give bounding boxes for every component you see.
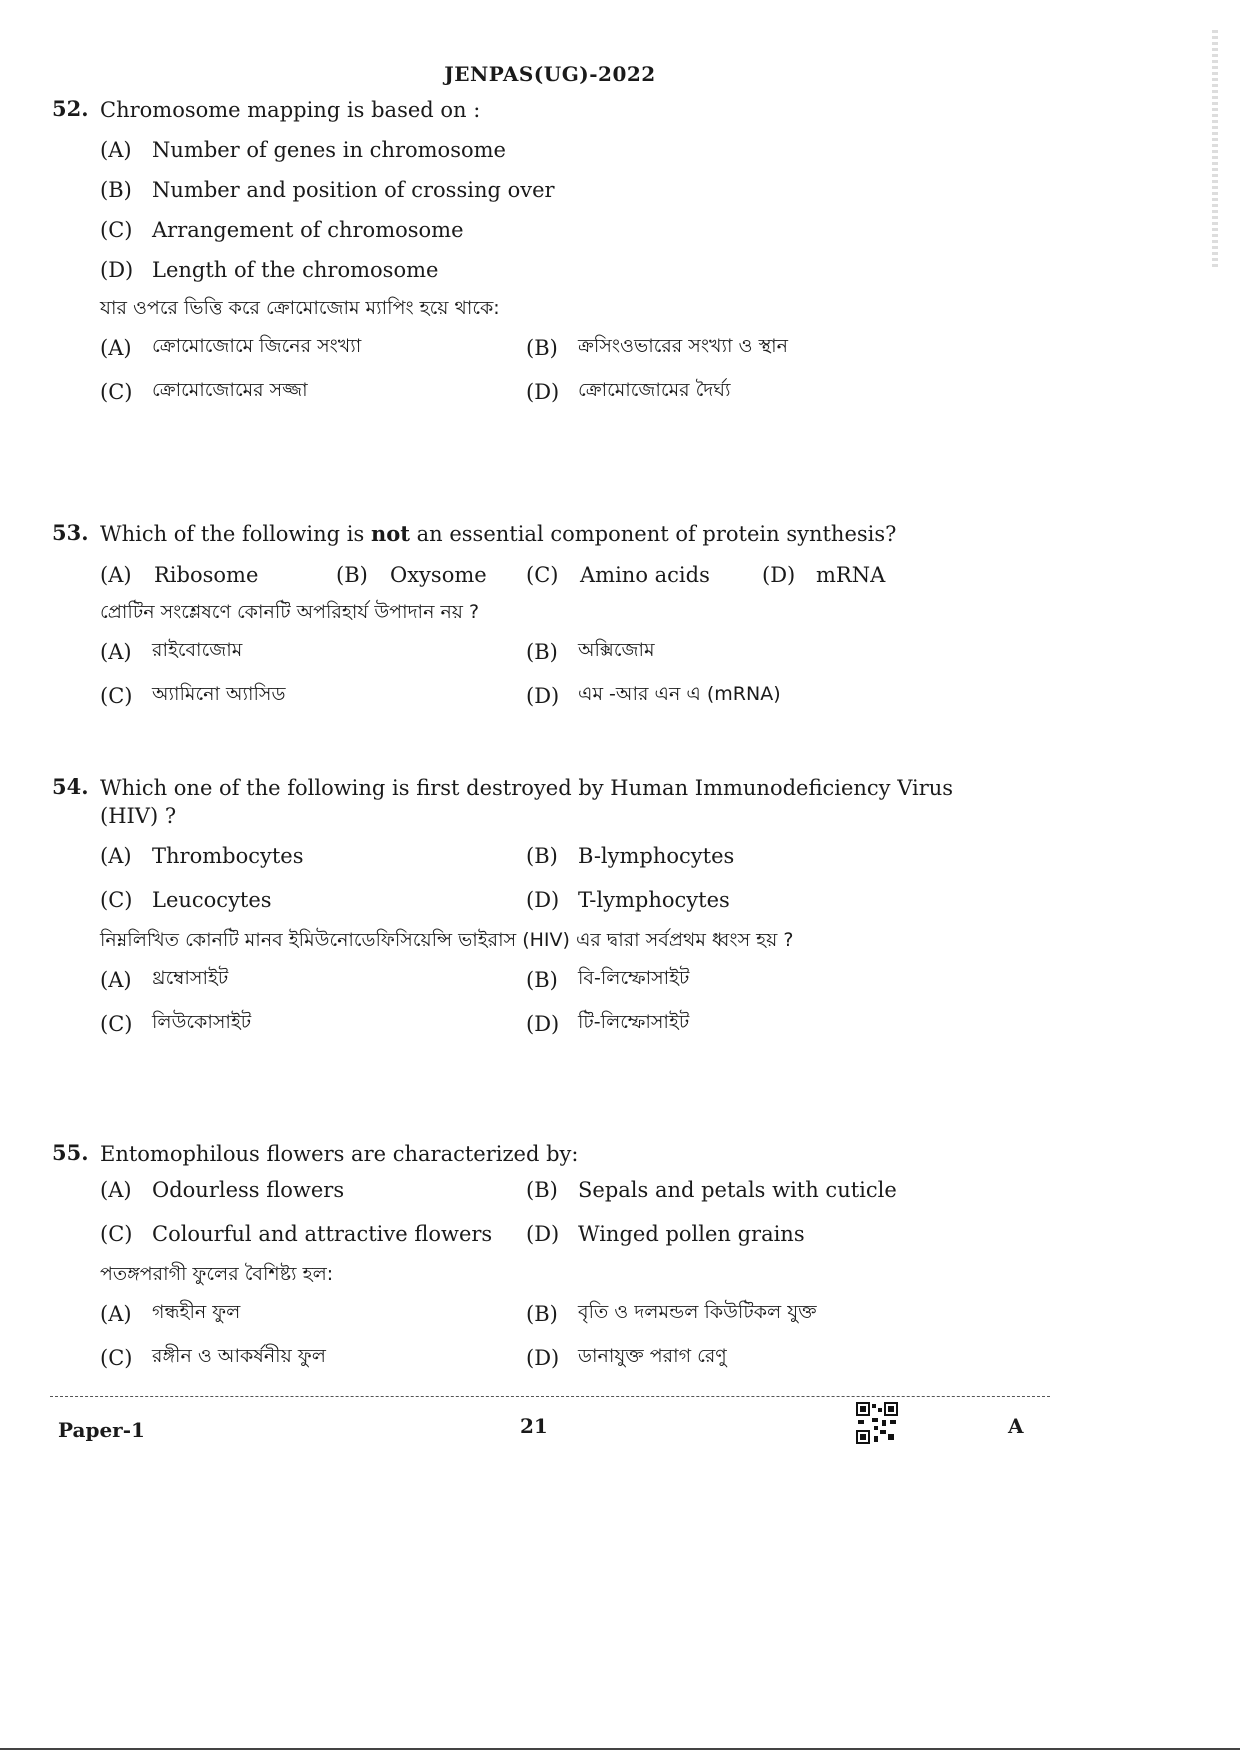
option-c-bn: (C) রঙ্গীন ও আকর্ষনীয় ফুল [100, 1345, 326, 1370]
question-number: 53. [52, 520, 89, 545]
option-d: (D) Length of the chromosome [100, 258, 439, 282]
question-text-en: Which of the following is not an essential component of protein synthesis? [100, 521, 897, 546]
options-bn [100, 958, 1012, 1046]
options-en [100, 556, 1012, 594]
option-d: (D) Winged pollen grains [526, 1222, 805, 1246]
scan-edge-mark [1212, 30, 1218, 270]
option-b: (B) Number and position of crossing over [100, 178, 555, 202]
option-a: (A) Thrombocytes [100, 844, 304, 868]
option-c: (C) Leucocytes [100, 888, 272, 912]
option-c-bn: (C) ক্রোমোজোমের সজ্জা [100, 379, 308, 404]
question-number: 54. [52, 774, 89, 799]
option-a-bn: (A) রাইবোজোম [100, 639, 243, 664]
options-bn [100, 630, 1012, 718]
footer-divider [50, 1396, 1050, 1397]
question-text-en: Chromosome mapping is based on : [100, 98, 481, 122]
option-c: (C) Amino acids [526, 563, 710, 587]
option-c: (C) Arrangement of chromosome [100, 218, 464, 242]
option-b-bn: (B) অক্সিজোম [526, 639, 655, 664]
option-b-bn: (B) বি-লিম্ফোসাইট [526, 967, 690, 992]
option-d-bn: (D) এম -আর এন এ (mRNA) [526, 683, 781, 708]
option-c-bn: (C) লিউকোসাইট [100, 1011, 252, 1036]
question-text-bn: পতঙ্গপরাগী ফুলের বৈশিষ্ট্য হল: [100, 1263, 334, 1285]
page-number: 21 [520, 1414, 548, 1438]
page-header-title: JENPAS(UG)-2022 [444, 62, 656, 86]
option-c: (C) Colourful and attractive flowers [100, 1222, 493, 1246]
question-55 [52, 1140, 1012, 1380]
options-bn [100, 326, 1012, 414]
option-d-bn: (D) টি-লিম্ফোসাইট [526, 1011, 690, 1036]
option-d-bn: (D) ক্রোমোজোমের দৈর্ঘ্য [526, 379, 731, 404]
question-54 [52, 774, 1012, 1046]
question-number: 52. [52, 96, 89, 121]
question-52 [52, 96, 1012, 414]
question-53 [52, 520, 1012, 718]
option-a-bn: (A) ক্রোমোজোমে জিনের সংখ্যা [100, 335, 362, 360]
option-a: (A) Ribosome [100, 563, 259, 587]
question-text-en: Which one of the following is first destroyed by Human Immunodeficiency Virus (HIV) ? [100, 776, 954, 828]
option-b: (B) Sepals and petals with cuticle [526, 1178, 897, 1202]
option-d: (D) T-lymphocytes [526, 888, 730, 912]
paper-label: Paper-1 [58, 1418, 145, 1442]
options-bn [100, 1292, 1012, 1380]
option-a-bn: (A) গন্ধহীন ফুল [100, 1301, 241, 1326]
question-text-bn: যার ওপরে ভিত্তি করে ক্রোমোজোম ম্যাপিং হয়ে থাকে: [100, 297, 500, 319]
option-b-bn: (B) বৃতি ও দলমন্ডল কিউটিকল যুক্ত [526, 1301, 817, 1326]
option-d-bn: (D) ডানাযুক্ত পরাগ রেণু [526, 1345, 727, 1370]
option-a-bn: (A) থ্রম্বোসাইট [100, 967, 229, 992]
options-en [100, 1168, 1012, 1256]
question-text-en: Entomophilous flowers are characterized by: [100, 1142, 579, 1166]
question-number: 55. [52, 1140, 89, 1165]
option-b: (B) Oxysome [336, 563, 487, 587]
option-b: (B) B-lymphocytes [526, 844, 735, 868]
option-c-bn: (C) অ্যামিনো অ্যাসিড [100, 683, 286, 708]
qr-code-icon [856, 1402, 898, 1444]
option-b-bn: (B) ক্রসিংওভারের সংখ্যা ও স্থান [526, 335, 788, 360]
set-code: A [1008, 1414, 1024, 1438]
question-text-bn: নিম্নলিখিত কোনটি মানব ইমিউনোডেফিসিয়েন্সি ভাইরাস (HIV) এর দ্বারা সর্বপ্রথম ধ্বংস হয় ? [100, 929, 794, 951]
options-en [100, 130, 1012, 290]
options-en [100, 834, 1012, 922]
option-a: (A) Number of genes in chromosome [100, 138, 506, 162]
question-text-bn: প্রোটিন সংশ্লেষণে কোনটি অপরিহার্য উপাদান নয় ? [100, 601, 480, 623]
page-bottom-edge [0, 1748, 1240, 1750]
option-a: (A) Odourless flowers [100, 1178, 345, 1202]
option-d: (D) mRNA [762, 563, 886, 587]
